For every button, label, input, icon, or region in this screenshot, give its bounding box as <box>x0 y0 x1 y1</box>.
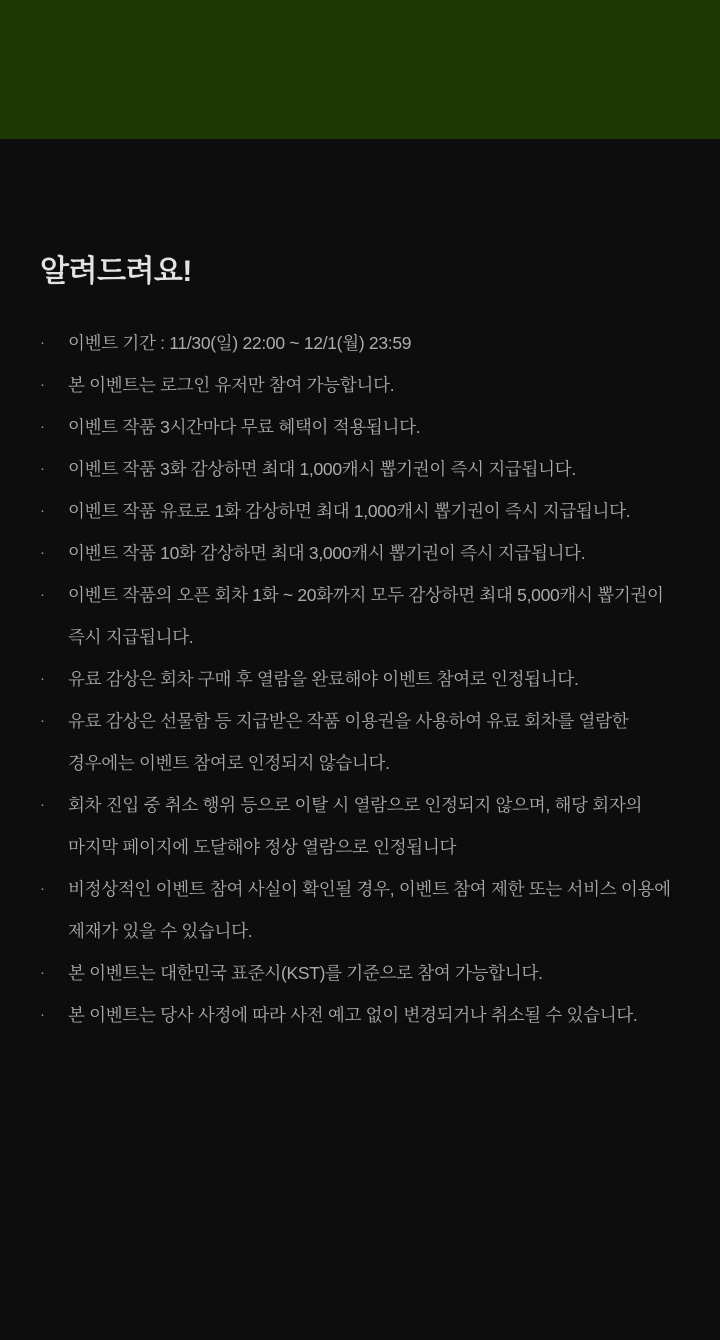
notice-item <box>40 784 680 868</box>
bullet-marker: · <box>40 964 45 981</box>
event-banner <box>0 0 720 139</box>
notice-title: 알려드려요! <box>40 255 192 288</box>
notice-item-text: 이벤트 작품 10화 감상하면 최대 3,000캐시 뽑기권이 즉시 지급됩니다. <box>68 543 586 563</box>
notice-item-text: 본 이벤트는 대한민국 표준시(KST)를 기준으로 참여 가능합니다. <box>68 963 543 983</box>
bullet-marker: · <box>40 460 45 477</box>
notice-item <box>40 406 680 448</box>
notice-item-text: 이벤트 작품 3시간마다 무료 혜택이 적용됩니다. <box>68 417 421 437</box>
notice-item-text: 이벤트 작품의 오픈 회차 1화 ~ 20화까지 모두 감상하면 최대 5,000캐시 뽑기권이 즉시 지급됩니다. <box>68 585 664 647</box>
bullet-marker: · <box>40 334 45 351</box>
notice-item <box>40 952 680 994</box>
notice-list <box>40 322 680 1036</box>
notice-item <box>40 532 680 574</box>
notice-item <box>40 448 680 490</box>
notice-item-text: 유료 감상은 회차 구매 후 열람을 완료해야 이벤트 참여로 인정됩니다. <box>68 669 579 689</box>
notice-item-text: 본 이벤트는 당사 사정에 따라 사전 예고 없이 변경되거나 취소될 수 있습니다. <box>68 1005 638 1025</box>
bullet-marker: · <box>40 712 45 729</box>
notice-item-text: 이벤트 작품 3화 감상하면 최대 1,000캐시 뽑기권이 즉시 지급됩니다. <box>68 459 576 479</box>
notice-item-text: 이벤트 작품 유료로 1화 감상하면 최대 1,000캐시 뽑기권이 즉시 지급됩니다. <box>68 501 631 521</box>
notice-section <box>0 139 720 1036</box>
bullet-marker: · <box>40 1006 45 1023</box>
notice-item-text: 비정상적인 이벤트 참여 사실이 확인될 경우, 이벤트 참여 제한 또는 서비스 이용에 제재가 있을 수 있습니다. <box>68 879 671 941</box>
notice-item-text: 본 이벤트는 로그인 유저만 참여 가능합니다. <box>68 375 395 395</box>
notice-item <box>40 700 680 784</box>
notice-item <box>40 574 680 658</box>
bullet-marker: · <box>40 670 45 687</box>
notice-item <box>40 490 680 532</box>
notice-item <box>40 364 680 406</box>
notice-item-text: 이벤트 기간 : 11/30(일) 22:00 ~ 12/1(월) 23:59 <box>68 333 412 353</box>
bullet-marker: · <box>40 376 45 393</box>
bullet-marker: · <box>40 586 45 603</box>
notice-item <box>40 868 680 952</box>
bullet-marker: · <box>40 796 45 813</box>
bullet-marker: · <box>40 418 45 435</box>
bullet-marker: · <box>40 502 45 519</box>
notice-item-text: 유료 감상은 선물함 등 지급받은 작품 이용권을 사용하여 유료 회차를 열람한 경우에는 이벤트 참여로 인정되지 않습니다. <box>68 711 629 773</box>
notice-item <box>40 322 680 364</box>
notice-item <box>40 994 680 1036</box>
notice-item-text: 회차 진입 중 취소 행위 등으로 이탈 시 열람으로 인정되지 않으며, 해당 회자의 마지막 페이지에 도달해야 정상 열람으로 인정됩니다 <box>68 795 643 857</box>
notice-item <box>40 658 680 700</box>
bullet-marker: · <box>40 544 45 561</box>
bullet-marker: · <box>40 880 45 897</box>
